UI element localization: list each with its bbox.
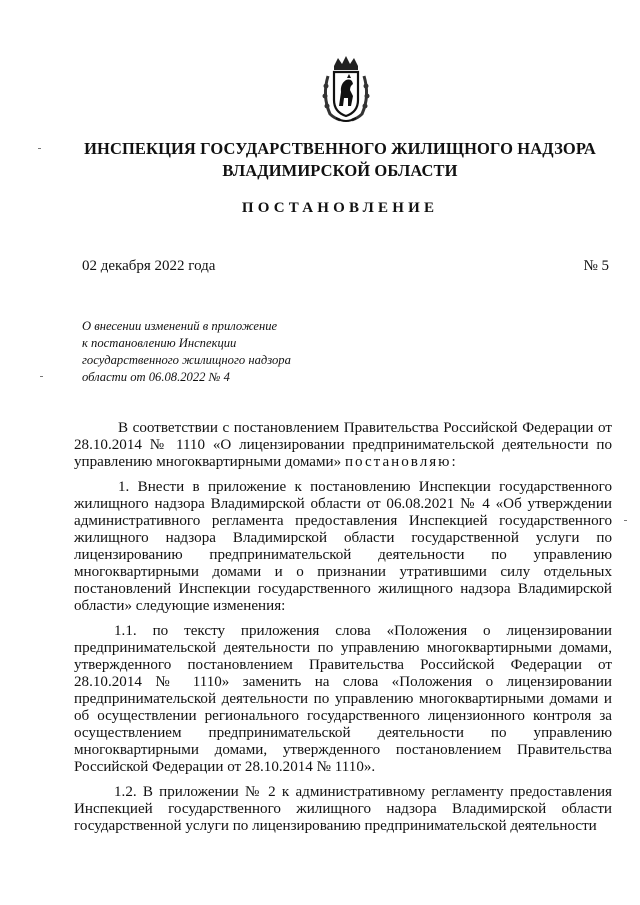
preamble-paragraph: [74, 420, 612, 471]
scan-speck: [38, 148, 41, 149]
clause-1-paragraph: 1. Внести в приложение к постановлению Инспекции государственного жилищного надзора Владимирской области от 06.08.2021 № 4 «Об утверждении административного регламента предоставления Инспекцией государственного жилищного надзора Владимирской области государственной услуги по лицензированию предпринимательской деятельности по управлению многоквартирными домами и о признании утратившими силу отдельных постановлений Инспекции государственного жилищного надзора Владимирской области» следующие изменения:: [74, 479, 612, 614]
preamble-text: В соответствии с постановлением Правительства Российской Федерации от 28.10.2014 № 1110 «О лицензировании предпринимательской деятельности по управлению многоквартирными домами»: [74, 420, 612, 470]
document-date: 02 декабря 2022 года: [82, 258, 216, 274]
document-number: № 5: [583, 258, 609, 274]
subject-line: государственного жилищного надзора: [82, 353, 291, 367]
clause-1-2-paragraph: 1.2. В приложении № 2 к административному регламенту предоставления Инспекцией государственного жилищного надзора Владимирской области государственной услуги по лицензированию предпринимательской деятельности: [74, 784, 612, 834]
document-type-title: ПОСТАНОВЛЕНИЕ: [241, 200, 439, 216]
scan-speck: [40, 376, 43, 377]
scan-speck: [624, 520, 627, 521]
organization-name-line2: ВЛАДИМИРСКОЙ ОБЛАСТИ: [222, 161, 458, 180]
document-subject: [82, 318, 342, 386]
subject-line: к постановлению Инспекции: [82, 336, 237, 350]
document-body: [74, 420, 612, 843]
subject-line: О внесении изменений в приложение: [82, 319, 278, 333]
resolution-keyword: постановляю:: [344, 454, 458, 470]
subject-line: области от 06.08.2022 № 4: [82, 370, 230, 384]
organization-name-line1: ИНСПЕКЦИЯ ГОСУДАРСТВЕННОГО ЖИЛИЩНОГО НАДЗОРА: [84, 139, 596, 158]
clause-1-1-paragraph: 1.1. по тексту приложения слова «Положения о лицензировании предпринимательской деятельности по управлению многоквартирными домами, утвержденного постановлением Правительства Российской Федерации от 28.10.2014 № 1110» заменить на слова «Положения о лицензировании предпринимательской деятельности по управлению многоквартирными домами и об осуществлении регионального государственного лицензионного контроля за осуществлением предпринимательской деятельности по управлению многоквартирными домами, утвержденного постановлением Правительства Российской Федерации от 28.10.2014 № 1110».: [74, 623, 612, 775]
coat-of-arms-icon: [320, 56, 372, 124]
